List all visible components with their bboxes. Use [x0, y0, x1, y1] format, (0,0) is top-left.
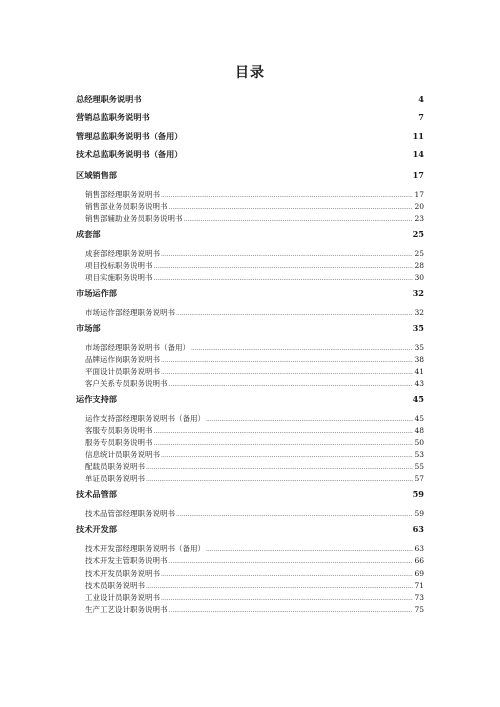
toc-subentry[interactable] — [76, 604, 424, 616]
dot-leader — [169, 605, 414, 614]
toc-entry-label: 营销总监职务说明书 — [76, 112, 150, 123]
dot-leader — [161, 450, 413, 459]
toc-section-label: 技术品管部 — [76, 489, 117, 500]
toc-subentry-label: 配载员职务说明书 — [85, 462, 145, 472]
toc-subentry-label: 技术开发部经理职务说明书（备用） — [85, 544, 205, 554]
dot-leader — [154, 261, 414, 270]
toc-subentry[interactable] — [76, 189, 424, 201]
toc-subentry-label: 信息统计员职务说明书 — [85, 450, 160, 460]
toc-subentry[interactable] — [76, 260, 424, 272]
toc-subentry-page: 50 — [414, 438, 424, 448]
toc-subentry-label: 工业设计员职务说明书 — [85, 592, 160, 602]
dot-leader — [154, 426, 414, 435]
toc-section[interactable] — [76, 323, 424, 338]
toc-subentry-label: 服务专员职务说明书 — [85, 438, 153, 448]
toc-entry-page: 11 — [412, 130, 424, 141]
toc-subentry[interactable] — [76, 248, 424, 260]
toc-section-label: 区域销售部 — [76, 169, 117, 180]
toc-entry-page: 4 — [418, 94, 424, 104]
toc-entry-page: 7 — [418, 112, 424, 123]
toc-subentry-page: 63 — [414, 544, 424, 554]
dot-leader — [161, 367, 413, 376]
dot-leader — [184, 214, 414, 223]
toc-entry-label: 技术总监职务说明书（备用） — [76, 149, 183, 160]
toc-section[interactable] — [76, 489, 424, 504]
toc-subentry[interactable] — [76, 473, 424, 485]
dot-leader — [154, 273, 414, 282]
toc-subentry[interactable] — [76, 555, 424, 567]
dot-leader — [154, 438, 414, 447]
toc-entry-page: 14 — [412, 149, 424, 160]
dot-leader — [169, 202, 414, 211]
toc-subentry-page: 66 — [414, 556, 424, 566]
toc-section-page: 59 — [412, 489, 424, 500]
dot-leader — [206, 544, 413, 553]
toc-subentry-page: 55 — [414, 462, 424, 472]
toc-section-page: 63 — [412, 524, 424, 535]
toc-section-label: 运作支持部 — [76, 394, 117, 405]
dot-leader — [176, 509, 413, 518]
toc-subentry-page: 71 — [414, 580, 424, 590]
toc-subentry[interactable] — [76, 201, 424, 213]
toc-subentry-label: 客服专员职务说明书 — [85, 426, 153, 436]
toc-subentry-page: 48 — [414, 426, 424, 436]
toc-section[interactable] — [76, 394, 424, 409]
dot-leader — [176, 308, 413, 317]
dot-leader — [206, 414, 413, 423]
toc-subentry-page: 57 — [414, 474, 424, 484]
toc-section[interactable] — [76, 288, 424, 303]
toc-subentry[interactable] — [76, 425, 424, 437]
toc-subentry[interactable] — [76, 354, 424, 366]
toc-subentry-label: 品牌运作岗职务说明书 — [85, 354, 160, 364]
toc-entry-label: 总经理职务说明书 — [76, 94, 142, 104]
toc-section-page: 17 — [412, 169, 424, 180]
toc-subentry-label: 平面设计员职务说明书 — [85, 366, 160, 376]
toc-subentry-label: 技术开发主管职务说明书 — [85, 556, 168, 566]
toc-section[interactable] — [76, 229, 424, 244]
toc-subentry-label: 客户关系专员职务说明书 — [85, 379, 168, 389]
toc-subentry-page: 38 — [414, 354, 424, 364]
dot-leader — [161, 355, 413, 364]
toc-section-label: 市场运作部 — [76, 287, 117, 298]
toc-subentry-label: 技术开发员职务说明书 — [85, 568, 160, 578]
toc-subentry[interactable] — [76, 413, 424, 425]
toc-section-page: 25 — [412, 228, 424, 239]
toc-subentry-label: 单证员职务说明书 — [85, 474, 145, 484]
toc-subentry-page: 30 — [414, 272, 424, 282]
toc-entry[interactable] — [76, 149, 424, 167]
table-of-contents — [76, 94, 424, 620]
toc-section-label: 技术开发部 — [76, 524, 117, 535]
toc-subentry-page: 17 — [414, 189, 424, 199]
dot-leader — [169, 379, 414, 388]
toc-subentry-label: 运作支持部经理职务说明书（备用） — [85, 414, 205, 424]
toc-subentry[interactable] — [76, 366, 424, 378]
toc-subentry-page: 69 — [414, 568, 424, 578]
toc-subentry-page: 35 — [414, 342, 424, 352]
toc-subentry-label: 销售部辅助业务员职务说明书 — [85, 213, 183, 223]
toc-subentry-page: 23 — [414, 213, 424, 223]
toc-subentry[interactable] — [76, 592, 424, 604]
toc-subentry[interactable] — [76, 213, 424, 225]
toc-subentry-label: 销售部经理职务说明书 — [85, 189, 160, 199]
dot-leader — [161, 190, 413, 199]
toc-subentry-label: 项目投标职务说明书 — [85, 260, 153, 270]
toc-subentry-label: 项目实施职务说明书 — [85, 272, 153, 282]
toc-subentry-page: 32 — [414, 307, 424, 317]
toc-subentry[interactable] — [76, 508, 424, 520]
toc-entry[interactable] — [76, 131, 424, 149]
dot-leader — [169, 556, 414, 565]
toc-subentry-page: 53 — [414, 450, 424, 460]
toc-subentry-page: 41 — [414, 366, 424, 376]
toc-subentry-label: 销售部业务员职务说明书 — [85, 201, 168, 211]
dot-leader — [161, 249, 413, 258]
toc-section-page: 45 — [412, 394, 424, 405]
toc-subentry[interactable] — [76, 378, 424, 390]
toc-section[interactable] — [76, 170, 424, 185]
toc-entry[interactable] — [76, 94, 424, 112]
toc-entry-label: 管理总监职务说明书（备用） — [76, 130, 183, 141]
toc-section-page: 35 — [412, 322, 424, 333]
toc-entry[interactable] — [76, 112, 424, 130]
toc-subentry[interactable] — [76, 342, 424, 354]
toc-subentry-page: 28 — [414, 260, 424, 270]
dot-leader — [161, 569, 413, 578]
toc-subentry-label: 生产工艺设计职务说明书 — [85, 604, 168, 614]
toc-subentry[interactable] — [76, 461, 424, 473]
toc-subentry[interactable] — [76, 307, 424, 319]
toc-subentry[interactable] — [76, 449, 424, 461]
dot-leader — [146, 474, 413, 483]
dot-leader — [146, 581, 413, 590]
toc-subentry-page: 73 — [414, 592, 424, 602]
toc-subentry-page: 59 — [414, 509, 424, 519]
toc-subentry-page: 45 — [414, 414, 424, 424]
toc-subentry-label: 技术品管部经理职务说明书 — [85, 509, 175, 519]
toc-subentry-page: 20 — [414, 201, 424, 211]
toc-subentry[interactable] — [76, 543, 424, 555]
toc-subentry-page: 43 — [414, 379, 424, 389]
toc-section-label: 市场部 — [76, 322, 101, 333]
dot-leader — [146, 462, 413, 471]
toc-section-label: 成套部 — [76, 228, 101, 239]
dot-leader — [161, 593, 413, 602]
toc-subentry[interactable] — [76, 437, 424, 449]
toc-subentry-page: 75 — [414, 604, 424, 614]
toc-subentry[interactable] — [76, 580, 424, 592]
toc-subentry-page: 25 — [414, 248, 424, 258]
toc-subentry-label: 市场部经理职务说明书（备用） — [85, 342, 190, 352]
dot-leader — [191, 343, 413, 352]
toc-subentry[interactable] — [76, 272, 424, 284]
toc-subentry-label: 市场运作部经理职务说明书 — [85, 307, 175, 317]
toc-subentry[interactable] — [76, 568, 424, 580]
toc-title: 目录 — [235, 65, 265, 81]
toc-subentry-label: 成套部经理职务说明书 — [85, 248, 160, 258]
toc-section-page: 32 — [412, 287, 424, 298]
toc-section[interactable] — [76, 524, 424, 539]
toc-subentry-label: 技术员职务说明书 — [85, 580, 145, 590]
